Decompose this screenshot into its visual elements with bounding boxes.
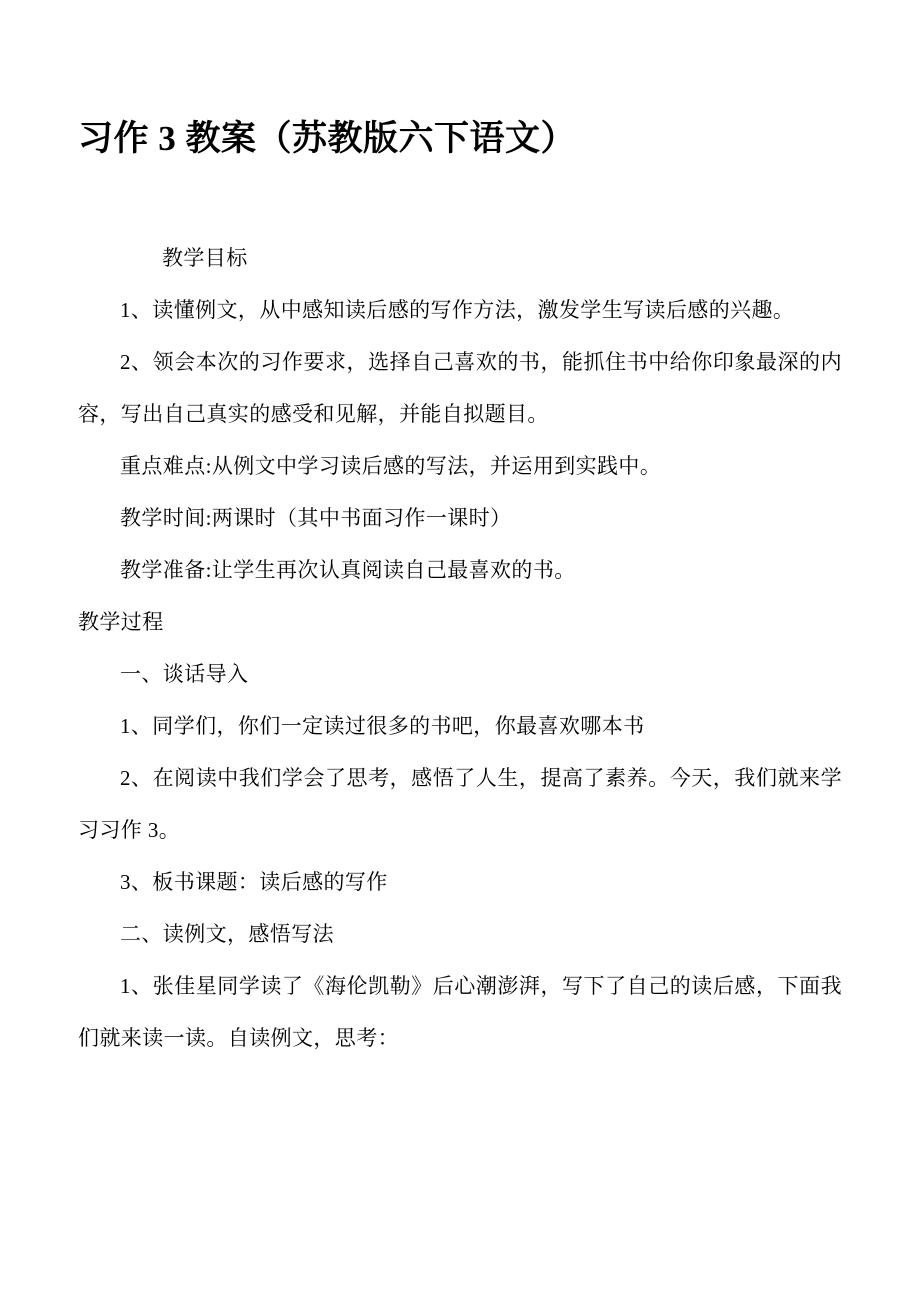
paragraph-one-item-1: 1、同学们，你们一定读过很多的书吧，你最喜欢哪本书 (120, 714, 645, 738)
paragraph-teaching-preparation: 教学准备:让学生再次认真阅读自己最喜欢的书。 (120, 558, 576, 582)
page-title: 习作 3 教案（苏教版六下语文） (78, 119, 577, 158)
paragraph-teaching-process-header: 教学过程 (78, 610, 164, 634)
paragraph-one-item-2: 2、在阅读中我们学会了思考，感悟了人生，提高了素养。今天，我们就来学习习作 3。 (78, 766, 842, 842)
paragraph-key-difficulty: 重点难点:从例文中学习读后感的写法，并运用到实践中。 (120, 454, 662, 478)
paragraph-goal-1: 1、读懂例文，从中感知读后感的写作方法，激发学生写读后感的兴趣。 (120, 298, 795, 322)
paragraph-one-item-3: 3、板书课题：读后感的写作 (120, 870, 388, 894)
paragraph-teaching-time: 教学时间:两课时（其中书面习作一课时） (120, 506, 512, 530)
paragraph-section-one: 一、谈话导入 (120, 662, 249, 686)
paragraph-two-item-1: 1、张佳星同学读了《海伦凯勒》后心潮澎湃，写下了自己的读后感，下面我们就来读一读。自读例文，思考： (78, 974, 842, 1050)
document-body (78, 232, 842, 1064)
paragraph-goal-2: 2、领会本次的习作要求，选择自己喜欢的书，能抓住书中给你印象最深的内容，写出自己真实的感受和见解，并能自拟题目。 (78, 350, 842, 426)
paragraph-section-two: 二、读例文，感悟写法 (120, 922, 334, 946)
paragraph-teaching-goals-header: 教学目标 (162, 246, 248, 270)
